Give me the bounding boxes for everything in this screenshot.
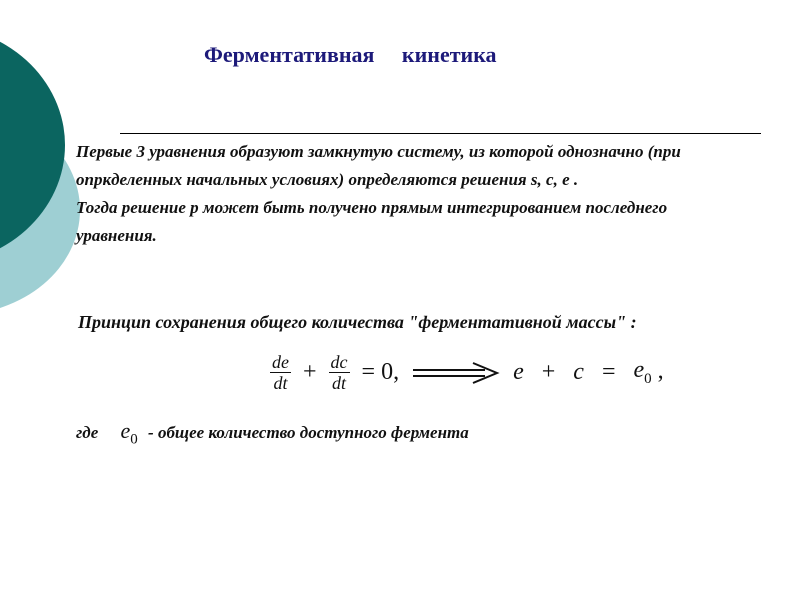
fraction-de-dt: [270, 352, 291, 393]
divider-line: [120, 133, 761, 134]
fraction-denominator: dt: [273, 373, 288, 393]
var-e: e: [513, 359, 524, 385]
principle-text: Принцип сохранения общего количества "ферментативной массы" :: [78, 312, 637, 332]
slide-title: Ферментативная кинетика: [204, 42, 497, 67]
double-arrow-icon: [411, 361, 501, 385]
var-e0-subscript: 0: [644, 370, 652, 387]
where-symbol: [120, 418, 138, 448]
equals-sign: =: [601, 359, 616, 385]
where-label: где: [76, 423, 99, 442]
where-symbol-base: e: [120, 418, 131, 443]
plus-sign: +: [303, 359, 317, 385]
fraction-dc-dt: [329, 352, 350, 393]
var-c: c: [573, 359, 584, 385]
var-e0-base: e: [633, 357, 645, 384]
text-block: [76, 138, 740, 278]
var-e0: [634, 357, 652, 388]
where-text: - общее количество доступного фермента: [148, 423, 469, 442]
plus-sign: +: [541, 359, 556, 385]
fraction-numerator: de: [272, 352, 289, 372]
paragraph-second: Тогда решение p может быть получено прямым интегрированием последнего уравнения.: [76, 198, 668, 245]
paragraph-first: Первые 3 уравнения образуют замкнутую систему, из которой однозначно (при опркделенных начальных условиях) определяются решения s, c, e .: [76, 142, 681, 189]
conservation-formula: [270, 352, 690, 412]
fraction-numerator: dc: [330, 352, 348, 372]
equals-zero: = 0,: [361, 359, 400, 385]
where-symbol-subscript: 0: [130, 431, 138, 448]
trailing-comma: ,: [657, 358, 664, 385]
fraction-denominator: dt: [332, 373, 347, 393]
where-line: [76, 418, 676, 452]
